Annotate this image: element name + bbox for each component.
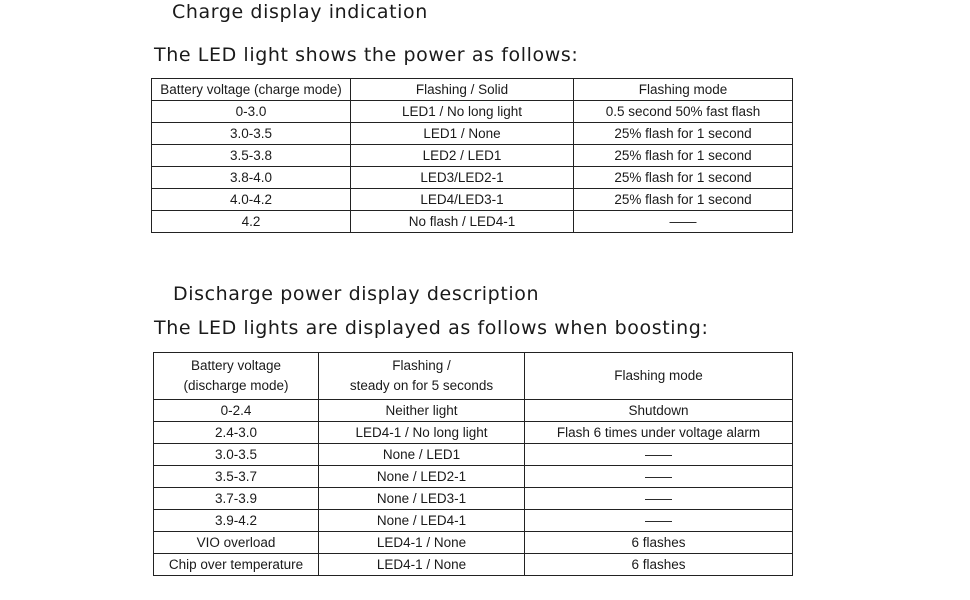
- column-header-mode: Flashing mode: [574, 79, 793, 101]
- led-state-cell: LED4/LED3-1: [351, 189, 574, 211]
- table-row: [154, 554, 793, 576]
- column-header-voltage-line1: Battery voltage: [190, 358, 282, 373]
- flash-mode-cell: Shutdown: [525, 400, 793, 422]
- voltage-cell: 3.5-3.7: [154, 466, 319, 488]
- voltage-cell: 3.8-4.0: [152, 167, 351, 189]
- led-state-cell: LED1 / No long light: [351, 101, 574, 123]
- flash-mode-cell: Flash 6 times under voltage alarm: [525, 422, 793, 444]
- led-state-cell: None / LED1: [319, 444, 525, 466]
- column-header-flashing: Flashing / Solid: [351, 79, 574, 101]
- table-header-row: [154, 353, 793, 400]
- column-header-voltage-line2: (discharge mode): [183, 378, 289, 393]
- voltage-cell: 3.0-3.5: [154, 444, 319, 466]
- table-row: [152, 211, 793, 233]
- led-state-cell: LED4-1 / No long light: [319, 422, 525, 444]
- led-state-cell: LED3/LED2-1: [351, 167, 574, 189]
- table-row: [154, 510, 793, 532]
- table-row: [152, 167, 793, 189]
- flash-mode-cell: 25% flash for 1 second: [574, 167, 793, 189]
- flash-mode-cell: ——: [525, 510, 793, 532]
- charge-section-title: Charge display indication: [172, 1, 428, 23]
- voltage-cell: 4.0-4.2: [152, 189, 351, 211]
- flash-mode-cell: 25% flash for 1 second: [574, 145, 793, 167]
- table-row: [152, 101, 793, 123]
- column-header-voltage: [154, 353, 319, 400]
- led-state-cell: LED4-1 / None: [319, 554, 525, 576]
- table-header-row: [152, 79, 793, 101]
- charge-table: [151, 78, 793, 233]
- led-state-cell: LED2 / LED1: [351, 145, 574, 167]
- discharge-section-subtitle: The LED lights are displayed as follows when boosting:: [154, 317, 709, 339]
- led-state-cell: None / LED3-1: [319, 488, 525, 510]
- flash-mode-cell: ——: [574, 211, 793, 233]
- flash-mode-cell: 0.5 second 50% fast flash: [574, 101, 793, 123]
- column-header-mode: Flashing mode: [525, 353, 793, 400]
- flash-mode-cell: 6 flashes: [525, 532, 793, 554]
- led-state-cell: None / LED2-1: [319, 466, 525, 488]
- voltage-cell: 3.5-3.8: [152, 145, 351, 167]
- led-state-cell: None / LED4-1: [319, 510, 525, 532]
- flash-mode-cell: 6 flashes: [525, 554, 793, 576]
- flash-mode-cell: ——: [525, 444, 793, 466]
- column-header-flashing: [319, 353, 525, 400]
- led-state-cell: LED4-1 / None: [319, 532, 525, 554]
- voltage-cell: 3.0-3.5: [152, 123, 351, 145]
- column-header-flashing-line1: Flashing /: [392, 358, 451, 373]
- voltage-cell: Chip over temperature: [154, 554, 319, 576]
- led-state-cell: LED1 / None: [351, 123, 574, 145]
- flash-mode-cell: 25% flash for 1 second: [574, 189, 793, 211]
- voltage-cell: 3.9-4.2: [154, 510, 319, 532]
- led-state-cell: Neither light: [319, 400, 525, 422]
- led-state-cell: No flash / LED4-1: [351, 211, 574, 233]
- flash-mode-cell: 25% flash for 1 second: [574, 123, 793, 145]
- table-row: [154, 422, 793, 444]
- column-header-flashing-line2: steady on for 5 seconds: [349, 378, 494, 393]
- table-row: [154, 466, 793, 488]
- discharge-table: [153, 352, 793, 576]
- voltage-cell: 2.4-3.0: [154, 422, 319, 444]
- table-row: [154, 488, 793, 510]
- voltage-cell: 3.7-3.9: [154, 488, 319, 510]
- table-row: [152, 123, 793, 145]
- charge-section-subtitle: The LED light shows the power as follows:: [154, 44, 579, 66]
- flash-mode-cell: ——: [525, 488, 793, 510]
- voltage-cell: 4.2: [152, 211, 351, 233]
- table-row: [154, 400, 793, 422]
- voltage-cell: 0-3.0: [152, 101, 351, 123]
- table-row: [152, 189, 793, 211]
- table-row: [154, 532, 793, 554]
- column-header-voltage: Battery voltage (charge mode): [152, 79, 351, 101]
- voltage-cell: VIO overload: [154, 532, 319, 554]
- table-row: [152, 145, 793, 167]
- table-row: [154, 444, 793, 466]
- voltage-cell: 0-2.4: [154, 400, 319, 422]
- discharge-section-title: Discharge power display description: [173, 283, 540, 305]
- flash-mode-cell: ——: [525, 466, 793, 488]
